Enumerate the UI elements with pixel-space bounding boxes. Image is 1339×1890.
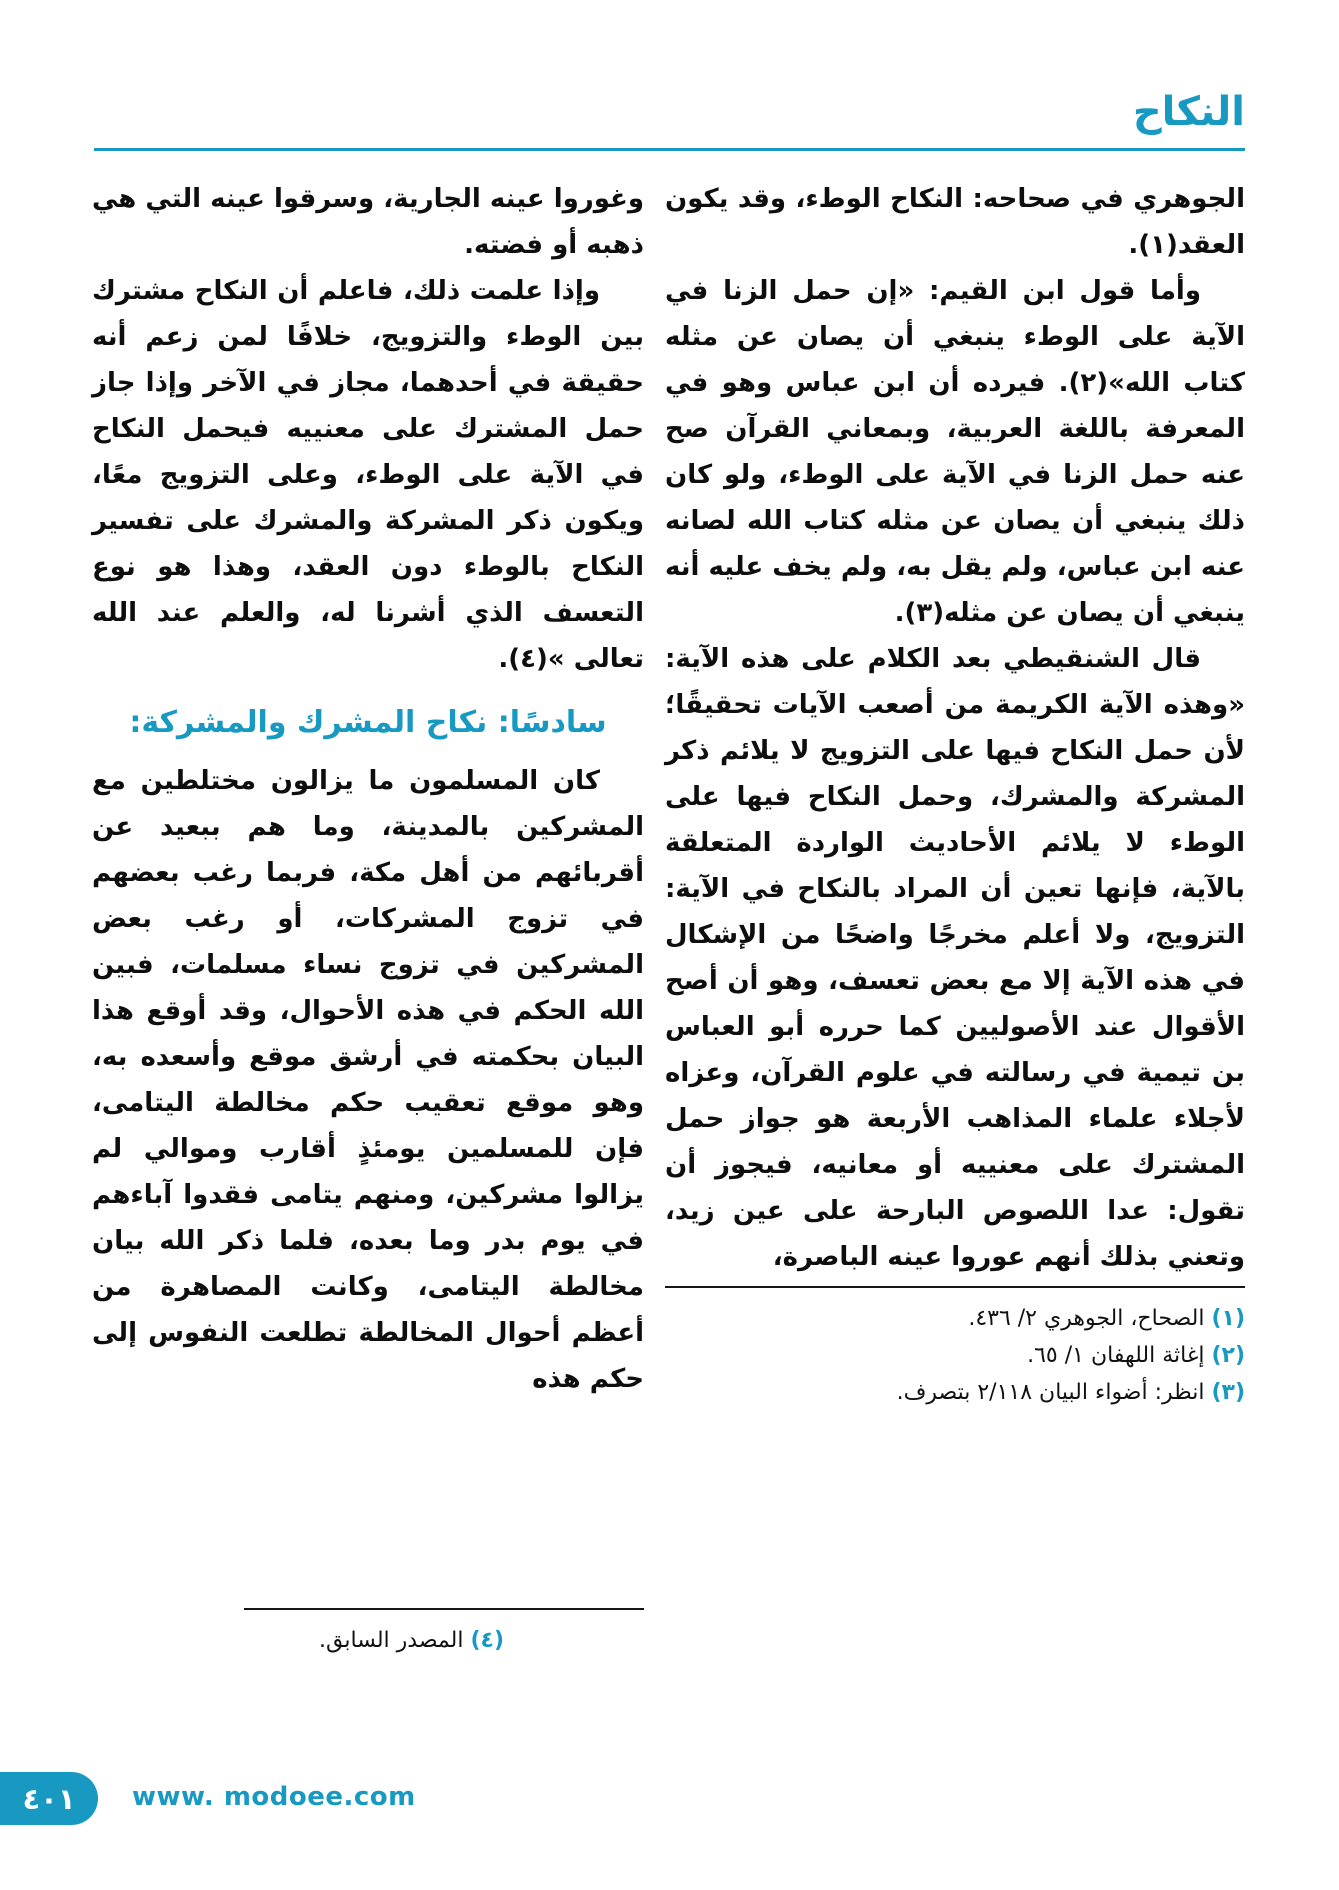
paragraph: وغوروا عينه الجارية، وسرقوا عينه التي هي ذهبه أو فضته. <box>92 184 644 260</box>
footnote <box>665 1337 1245 1374</box>
page-number: ٤٠١ <box>22 1781 76 1816</box>
footnote <box>665 1374 1245 1411</box>
footnotes-right <box>665 1300 1245 1411</box>
paragraph: قال الشنقيطي بعد الكلام على هذه الآية: «وهذه الآية الكريمة من أصعب الآيات تحقيقًا؛ لأن حمل النكاح فيها على التزويج لا يلائم ذكر المشركة والمشرك، وحمل النكاح فيها على الوطء لا يلائم الأحاديث الواردة المتعلقة بالآية، فإنها تعين أن المراد بالنكاح في الآية: التزويج، ولا أعلم مخرجًا واضحًا من الإشكال في هذه الآية إلا مع بعض تعسف، وهو أن أصح الأقوال عند الأصوليين كما حرره أبو العباس بن تيمية في رسالته في علوم القرآن، وعزاه لأجلاء علماء المذاهب الأربعة هو جواز حمل المشترك على معنييه أو معانيه، فيجوز أن تقول: عدا اللصوص البارحة على عين زيد، وتعني بذلك أنهم عوروا عينه الباصرة، <box>665 644 1245 1272</box>
paragraph: وأما قول ابن القيم: «إن حمل الزنا في الآية على الوطء ينبغي أن يصان عن مثله كتاب الله»(٢). فيرده أن ابن عباس وهو في المعرفة باللغة العربية، وبمعاني القرآن صح عنه حمل الزنا في الآية على الوطء، ولو كان ذلك ينبغي أن يصان عن مثله كتاب الله لصانه عنه ابن عباس، ولم يقل به، ولم يخف عليه أنه ينبغي أن يصان عن مثله(٣). <box>665 276 1245 628</box>
footnote-number: (٣) <box>1211 1380 1245 1405</box>
footnote-text: انظر: أضواء البيان ٢/١١٨ بتصرف. <box>896 1380 1205 1405</box>
footnote <box>665 1300 1245 1337</box>
paragraph: كان المسلمون ما يزالون مختلطين مع المشركين بالمدينة، وما هم ببعيد عن أقربائهم من أهل مكة، فربما رغب بعضهم في تزوج المشركات، أو رغب بعض المشركين في تزوج نساء مسلمات، فبين الله الحكم في هذه الأحوال، وقد أوقع هذا البيان بحكمته في أرشق موقع وأسعده به، وهو موقع تعقيب حكم مخالطة اليتامى، فإن للمسلمين يومئذٍ أقارب وموالي لم يزالوا مشركين، ومنهم يتامى فقدوا آباءهم في يوم بدر وما بعده، فلما ذكر الله بيان مخالطة اليتامى، وكانت المصاهرة من أعظم أحوال المخالطة تطلعت النفوس إلى حكم هذه <box>92 766 644 1394</box>
footnote-number: (٤) <box>470 1628 504 1653</box>
page-number-badge <box>0 1772 98 1825</box>
page-title: النكاح <box>1132 89 1245 135</box>
footnotes-left <box>92 1608 644 1659</box>
footnote-separator <box>244 1608 644 1610</box>
paragraph: الجوهري في صحاحه: النكاح الوطء، وقد يكون العقد(١). <box>665 184 1245 260</box>
column-left <box>92 176 644 1402</box>
column-right <box>665 176 1245 1411</box>
website-link[interactable]: www. modoee.com <box>132 1782 416 1812</box>
footnote-text: إغاثة اللهفان ١/ ٦٥. <box>1027 1343 1205 1368</box>
footnote-number: (٢) <box>1211 1343 1245 1368</box>
footnote-text: الصحاح، الجوهري ٢/ ٤٣٦. <box>968 1306 1205 1331</box>
footnote-text: المصدر السابق. <box>319 1628 464 1653</box>
section-heading: سادسًا: نكاح المشرك والمشركة: <box>129 705 607 740</box>
paragraph: وإذا علمت ذلك، فاعلم أن النكاح مشترك بين الوطء والتزويج، خلافًا لمن زعم أنه حقيقة في أحدهما، مجاز في الآخر وإذا جاز حمل المشترك على معنييه فيحمل النكاح في الآية على الوطء، وعلى التزويج معًا، ويكون ذكر المشركة والمشرك على تفسير النكاح بالوطء دون العقد، وهذا هو نوع التعسف الذي أشرنا له، والعلم عند الله تعالى »(٤). <box>92 276 644 674</box>
footnote-number: (١) <box>1211 1306 1245 1331</box>
footnote-separator <box>665 1286 1245 1288</box>
header-rule <box>94 148 1245 151</box>
footnote <box>92 1622 504 1659</box>
